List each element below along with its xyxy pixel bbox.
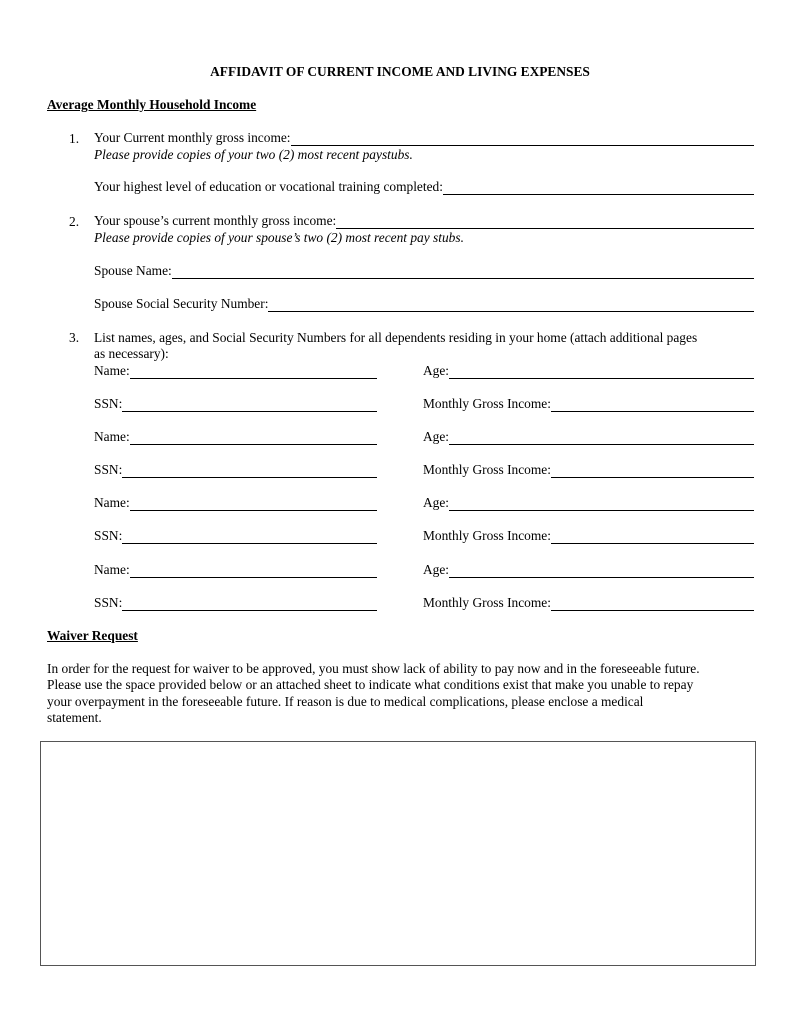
dependent-1-age-field[interactable]: [423, 362, 754, 379]
income-section-heading: Average Monthly Household Income: [47, 97, 257, 112]
waiver-section-heading: Waiver Request: [47, 628, 138, 643]
dependent-3-age-field[interactable]: [423, 494, 754, 511]
spouse-ssn-label: Spouse Social Security Number:: [94, 295, 269, 311]
item-2-number: 2.: [69, 214, 80, 229]
item-3-number: 3.: [69, 330, 80, 345]
dependent-4-name-line[interactable]: [130, 564, 377, 578]
spouse-income-label: Your spouse’s current monthly gross income:: [94, 212, 337, 228]
dependent-name-label: Name:: [94, 362, 130, 378]
spouse-name-line[interactable]: [172, 265, 754, 279]
waiver-paragraph-line2: Please use the space provided below or an attached sheet to indicate what conditions exist that make you unable to repay: [47, 677, 694, 692]
dependent-income-label: Monthly Gross Income:: [423, 395, 551, 411]
document-title: AFFIDAVIT OF CURRENT INCOME AND LIVING EXPENSES: [210, 64, 590, 79]
waiver-paragraph-line1: In order for the request for waiver to be approved, you must show lack of ability to pay now and in the foreseeable future.: [47, 661, 700, 676]
spouse-paystub-note: Please provide copies of your spouse’s two (2) most recent pay stubs.: [94, 230, 464, 245]
dependents-instructions-line1: List names, ages, and Social Security Numbers for all dependents residing in your home (attach additional pages: [94, 330, 698, 345]
spouse-income-line[interactable]: [336, 215, 754, 229]
waiver-paragraph-line4: statement.: [47, 710, 102, 725]
dependent-4-income-field[interactable]: [423, 594, 754, 611]
dependent-2-name-line[interactable]: [130, 431, 377, 445]
dependent-2-age-line[interactable]: [449, 431, 754, 445]
dependent-ssn-label: SSN:: [94, 461, 123, 477]
education-label: Your highest level of education or vocational training completed:: [94, 178, 443, 194]
dependent-2-ssn-line[interactable]: [122, 464, 377, 478]
dependent-3-ssn-field[interactable]: [94, 527, 377, 544]
dependent-4-name-field[interactable]: [94, 561, 377, 578]
dependent-3-income-line[interactable]: [551, 530, 754, 544]
current-income-field[interactable]: [94, 129, 754, 146]
dependent-ssn-label: SSN:: [94, 395, 123, 411]
dependent-ssn-label: SSN:: [94, 594, 123, 610]
dependent-name-label: Name:: [94, 494, 130, 510]
dependent-4-age-line[interactable]: [449, 564, 754, 578]
waiver-paragraph-line3: your overpayment in the foreseeable future. If reason is due to medical complications, please enclose a medical: [47, 694, 644, 709]
dependent-age-label: Age:: [423, 428, 450, 444]
spouse-name-field[interactable]: [94, 262, 754, 279]
waiver-reason-textbox[interactable]: [40, 741, 756, 966]
current-income-line[interactable]: [291, 132, 754, 146]
spouse-name-label: Spouse Name:: [94, 262, 172, 278]
dependent-2-income-line[interactable]: [551, 464, 754, 478]
spouse-ssn-field[interactable]: [94, 295, 754, 312]
dependent-1-ssn-field[interactable]: [94, 395, 377, 412]
dependent-ssn-label: SSN:: [94, 527, 123, 543]
dependent-4-ssn-line[interactable]: [122, 597, 377, 611]
dependent-1-income-line[interactable]: [551, 398, 754, 412]
education-line[interactable]: [443, 181, 754, 195]
dependent-3-income-field[interactable]: [423, 527, 754, 544]
dependent-4-income-line[interactable]: [551, 597, 754, 611]
dependent-4-age-field[interactable]: [423, 561, 754, 578]
dependent-2-name-field[interactable]: [94, 428, 377, 445]
dependent-1-income-field[interactable]: [423, 395, 754, 412]
spouse-income-field[interactable]: [94, 212, 754, 229]
dependent-name-label: Name:: [94, 561, 130, 577]
dependent-age-label: Age:: [423, 362, 450, 378]
paystub-note: Please provide copies of your two (2) most recent paystubs.: [94, 147, 413, 162]
dependent-3-name-field[interactable]: [94, 494, 377, 511]
dependent-2-income-field[interactable]: [423, 461, 754, 478]
dependent-2-ssn-field[interactable]: [94, 461, 377, 478]
dependent-income-label: Monthly Gross Income:: [423, 527, 551, 543]
dependent-name-label: Name:: [94, 428, 130, 444]
dependents-instructions-line2: as necessary):: [94, 346, 169, 361]
current-income-label: Your Current monthly gross income:: [94, 129, 291, 145]
dependent-age-label: Age:: [423, 561, 450, 577]
dependent-4-ssn-field[interactable]: [94, 594, 377, 611]
dependent-1-name-field[interactable]: [94, 362, 377, 379]
dependent-1-age-line[interactable]: [449, 365, 754, 379]
dependent-1-ssn-line[interactable]: [122, 398, 377, 412]
dependent-2-age-field[interactable]: [423, 428, 754, 445]
dependent-3-ssn-line[interactable]: [122, 530, 377, 544]
item-1-number: 1.: [69, 131, 80, 146]
education-field[interactable]: [94, 178, 754, 195]
dependent-income-label: Monthly Gross Income:: [423, 594, 551, 610]
spouse-ssn-line[interactable]: [268, 298, 754, 312]
dependent-income-label: Monthly Gross Income:: [423, 461, 551, 477]
dependent-3-age-line[interactable]: [449, 497, 754, 511]
dependent-age-label: Age:: [423, 494, 450, 510]
dependent-3-name-line[interactable]: [130, 497, 377, 511]
dependent-1-name-line[interactable]: [130, 365, 377, 379]
